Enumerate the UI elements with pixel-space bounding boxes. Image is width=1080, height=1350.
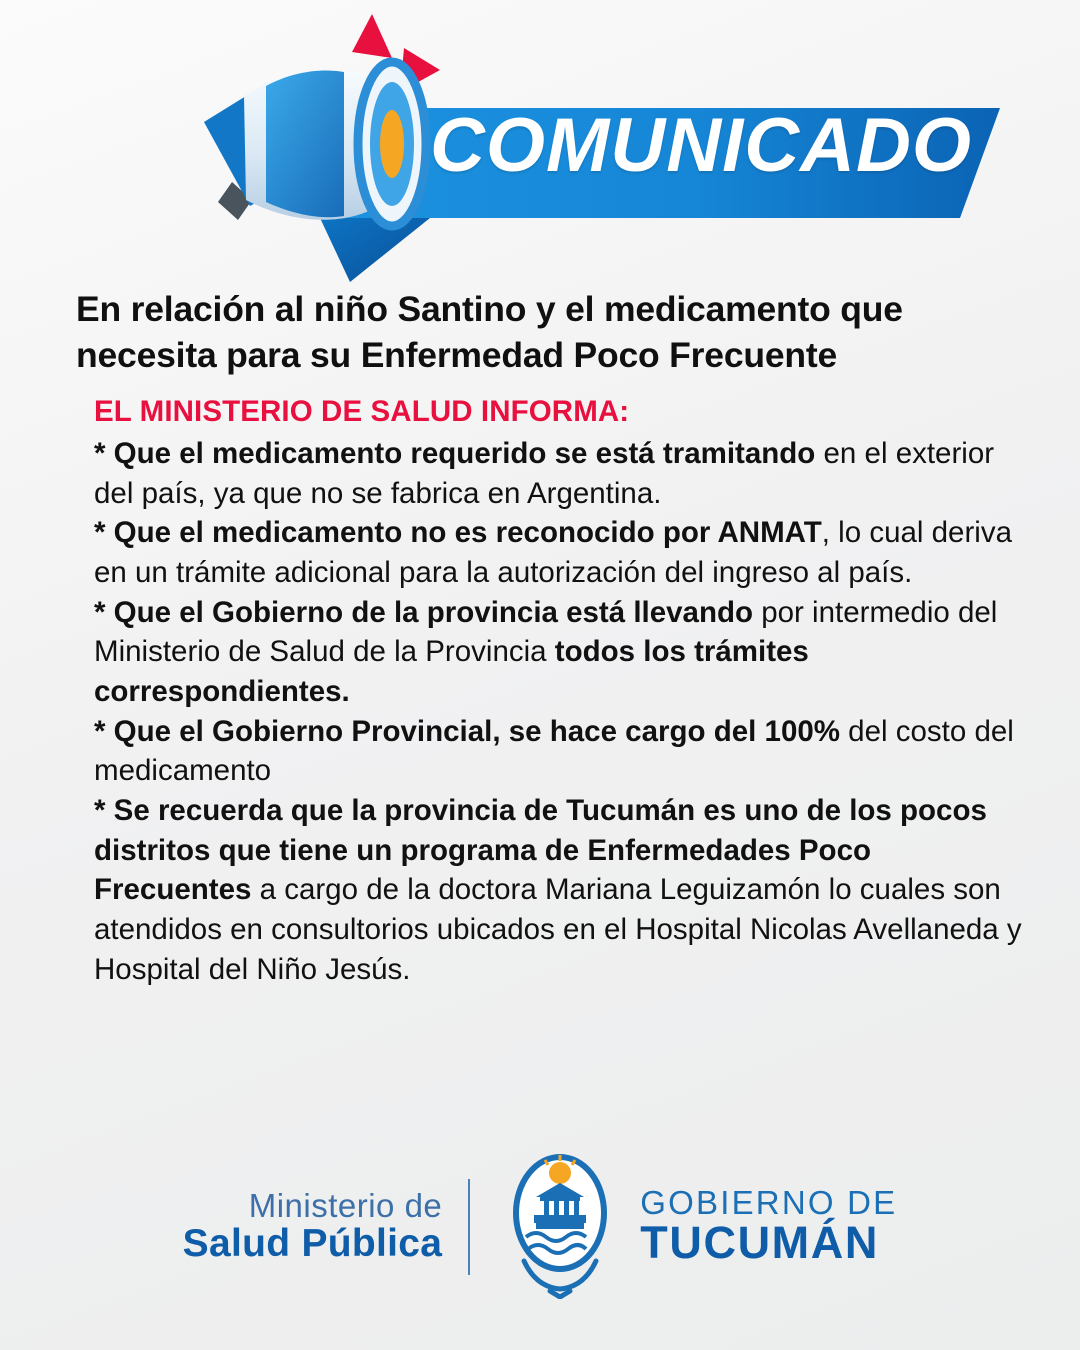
ministry-lead: EL MINISTERIO DE SALUD INFORMA: (94, 395, 630, 429)
bullet-bold-lead: * Se recuerda que la provincia de Tucumán es uno de los pocos distritos que tiene un programa de Enfermedades Poco Frecuentes (94, 794, 987, 907)
bullet-rest: a cargo de la doctora Mariana Leguizamón lo cuales son atendidos en consultorios ubicados en el Hospital Nicolas Avellaneda y Hospital del Niño Jesús. (94, 873, 1022, 986)
footer-divider (468, 1179, 470, 1275)
body-content (94, 392, 1022, 989)
bullet-item (94, 513, 1022, 592)
bullet-item (94, 791, 1022, 989)
bullet-rest: del costo del medicamento (94, 714, 1014, 788)
bullet-bold-lead: * Que el medicamento requerido se está tramitando (94, 436, 816, 470)
bullet-rest: , lo cual deriva en un trámite adicional para la autorización del ingreso al país. (94, 516, 1012, 589)
bullet-bold-lead: * Que el Gobierno Provincial, se hace cargo del 100% (94, 714, 840, 748)
bullet-item (94, 593, 1022, 712)
ministry-logo-text (183, 1188, 469, 1266)
page-title: En relación al niño Santino y el medicamento que necesita para su Enfermedad Poco Frecuente (76, 289, 903, 376)
bullet-item (94, 712, 1022, 791)
bullet-bold-tail: todos los trámites correspondientes. (94, 635, 809, 708)
megaphone-icon (204, 62, 426, 226)
header-banner (0, 0, 1080, 280)
shield-icon (470, 1149, 640, 1304)
gov-line2: TUCUMÁN (640, 1217, 879, 1269)
bullet-rest: en el exterior del país, ya que no se fabrica en Argentina. (94, 436, 995, 510)
bullet-rest: por intermedio del Ministerio de Salud de la Provincia (94, 595, 998, 669)
banner-title: COMUNICADO (430, 103, 972, 188)
bullet-item (94, 434, 1022, 513)
ministry-line1: Ministerio de (248, 1186, 443, 1224)
gov-line1: GOBIERNO DE (640, 1183, 898, 1221)
ministry-line2: Salud Pública (182, 1222, 443, 1266)
government-logo-text (640, 1183, 898, 1269)
bullet-bold-lead: * Que el medicamento no es reconocido por ANMAT (94, 516, 822, 550)
footer (0, 1149, 1080, 1304)
bullet-bold-lead: * Que el Gobierno de la provincia está llevando (94, 595, 754, 629)
